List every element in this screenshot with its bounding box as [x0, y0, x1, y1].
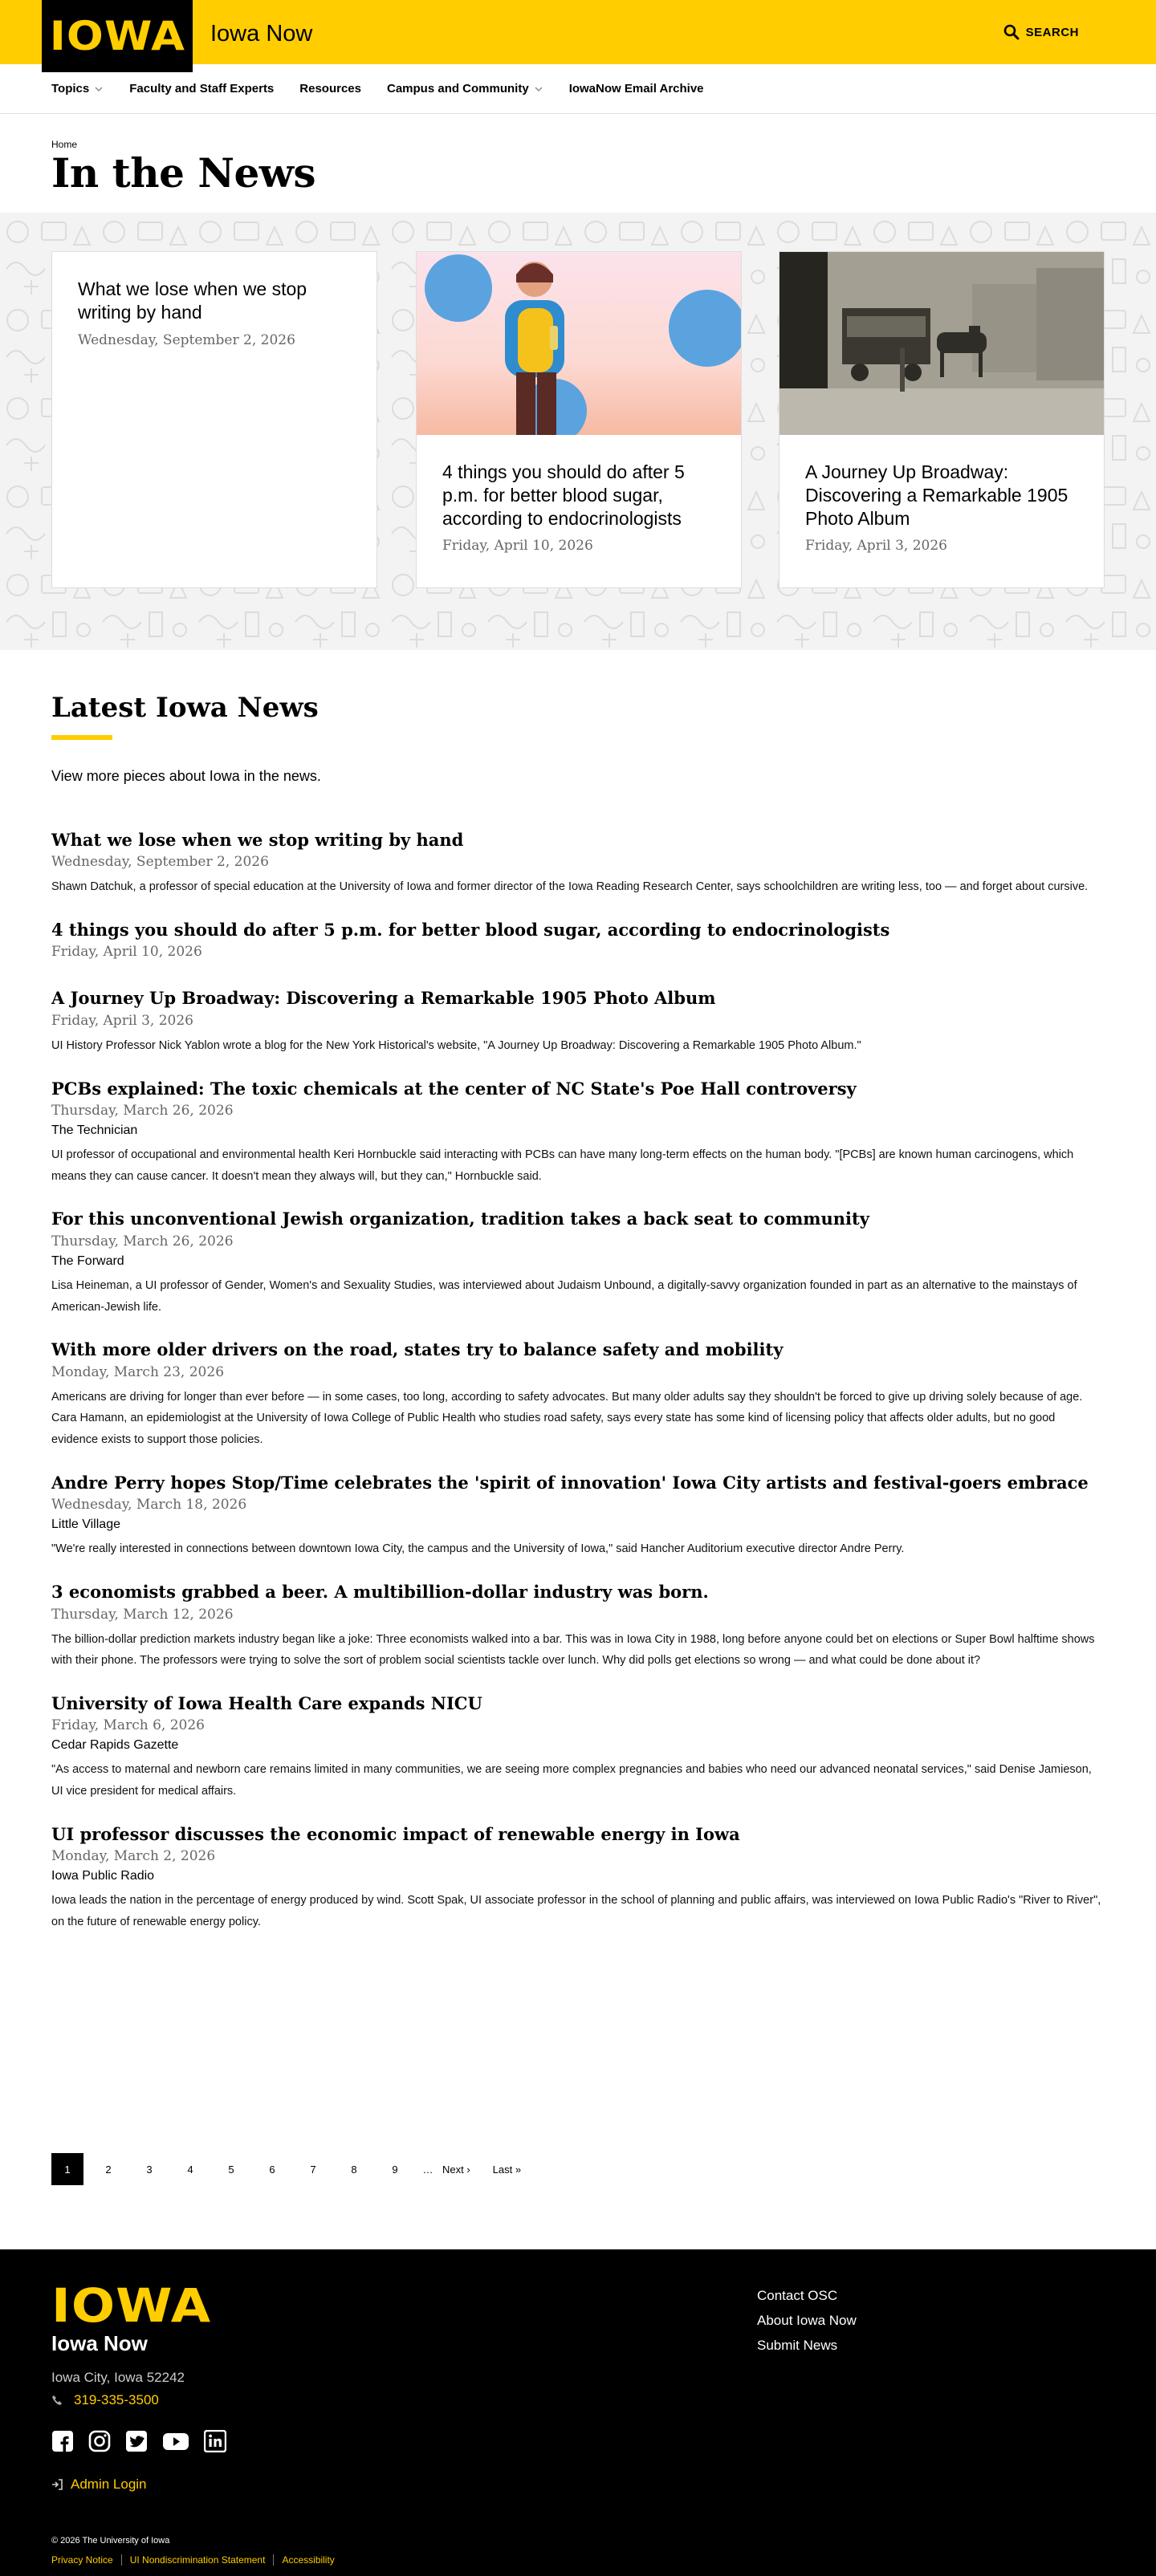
- privacy-notice-link[interactable]: Privacy Notice: [51, 2554, 113, 2566]
- article-title[interactable]: PCBs explained: The toxic chemicals at the center of NC State's Poe Hall controversy: [51, 1078, 857, 1099]
- article-summary: "We're really interested in connections between downtown Iowa City, the campus and the University of Iowa," said Hancher Auditorium executive director Andre Perry.: [51, 1542, 905, 1556]
- twitter-icon[interactable]: [125, 2430, 148, 2452]
- featured-card[interactable]: [416, 251, 742, 588]
- article-title[interactable]: A Journey Up Broadway: Discovering a Remarkable 1905 Photo Album: [51, 988, 716, 1009]
- submit-news-link[interactable]: Submit News: [757, 2338, 838, 2353]
- nav-label: Resources: [299, 82, 361, 95]
- contact-osc-link[interactable]: Contact OSC: [757, 2288, 838, 2303]
- article-date: Monday, March 23, 2026: [51, 1363, 225, 1380]
- article-title[interactable]: What we lose when we stop writing by hand: [51, 830, 464, 850]
- facebook-icon[interactable]: [51, 2430, 74, 2452]
- youtube-icon[interactable]: [162, 2430, 189, 2452]
- site-footer: [0, 2249, 1156, 2576]
- article-title[interactable]: For this unconventional Jewish organization, tradition takes a back seat to community: [51, 1209, 869, 1229]
- article-source: Little Village: [51, 1518, 120, 1532]
- instagram-icon[interactable]: [88, 2430, 111, 2452]
- article-source: The Technician: [51, 1123, 138, 1137]
- article-summary: UI professor of occupational and environmental health Keri Hornbuckle said interacting with PCBs can have many long-term effects on the human body. "[PCBs] are known human carcinogens, which means they can cause cancer. It doesn't mean they always will, but they can," Hornbuckle said.: [51, 1148, 1074, 1183]
- broadway-1905-photo[interactable]: [779, 252, 1104, 435]
- copyright: © 2026 The University of Iowa: [51, 2536, 170, 2546]
- latest-heading: Latest Iowa News: [51, 692, 319, 724]
- footer-site-name: Iowa Now: [51, 2331, 148, 2355]
- list-item: [51, 1692, 1105, 1802]
- article-source: Cedar Rapids Gazette: [51, 1738, 179, 1753]
- site-name[interactable]: Iowa Now: [210, 21, 313, 47]
- list-item: [51, 1581, 1105, 1672]
- featured-card[interactable]: [51, 251, 377, 588]
- article-title[interactable]: With more older drivers on the road, states try to balance safety and mobility: [51, 1339, 784, 1360]
- linkedin-icon[interactable]: [204, 2430, 226, 2452]
- article-source: Iowa Public Radio: [51, 1869, 155, 1883]
- article-title[interactable]: 3 economists grabbed a beer. A multibillion-dollar industry was born.: [51, 1582, 709, 1603]
- article-summary: Lisa Heineman, a UI professor of Gender, Women's and Sexuality Studies, was interviewed about Judaism Unbound, a digitally-savvy organization founded in part as an alternative to the mainstays of American-Jewish life.: [51, 1278, 1077, 1314]
- list-item: [51, 829, 1105, 898]
- nav-label: Campus and Community: [387, 82, 529, 95]
- latest-intro: View more pieces about Iowa in the news.: [51, 768, 321, 784]
- article-source: The Forward: [51, 1253, 124, 1268]
- pager-ellipsis: …: [422, 2163, 434, 2176]
- university-logo[interactable]: [42, 0, 193, 72]
- article-date: Thursday, March 26, 2026: [51, 1233, 234, 1249]
- search-button[interactable]: [1003, 24, 1079, 40]
- search-icon: [1003, 24, 1020, 40]
- featured-card-date: Friday, April 3, 2026: [805, 538, 947, 555]
- page-title: In the News: [51, 149, 316, 197]
- login-icon: [51, 2479, 63, 2490]
- article-date: Monday, March 2, 2026: [51, 1848, 216, 1865]
- page-1-button[interactable]: 1: [51, 2153, 83, 2185]
- chevron-down-icon: [534, 84, 543, 94]
- article-date: Friday, April 3, 2026: [51, 1012, 193, 1029]
- featured-card-title[interactable]: What we lose when we stop writing by hand: [78, 278, 307, 323]
- featured-card[interactable]: [779, 251, 1105, 588]
- chevron-down-icon: [94, 84, 104, 94]
- list-item: [51, 1339, 1105, 1451]
- article-date: Wednesday, March 18, 2026: [51, 1497, 247, 1514]
- heading-accent-bar: [51, 735, 112, 740]
- list-item: [51, 1078, 1105, 1188]
- page-3-button[interactable]: 3: [146, 2163, 153, 2176]
- article-summary: The billion-dollar prediction markets industry began like a joke: Three economists walked into a bar. This was in Iowa City in 1988, long before anyone could bet on elections or Super Bowl halftime shows with their phone. The professors were trying to solve the sort of problem social scientists tackle over lunch. Why did polls get elections so wrong — and what could be done about it?: [51, 1632, 1095, 1668]
- breadcrumb[interactable]: Home: [51, 139, 78, 150]
- featured-card-date: Wednesday, September 2, 2026: [78, 331, 295, 348]
- next-page-link[interactable]: Next ›: [442, 2163, 470, 2176]
- article-summary: UI History Professor Nick Yablon wrote a blog for the New York Historical's website, "A Journey Up Broadway: Discovering a Remarkable 1905 Photo Album.": [51, 1038, 861, 1052]
- list-item: [51, 1208, 1105, 1318]
- article-date: Wednesday, September 2, 2026: [51, 854, 269, 871]
- article-date: Thursday, March 12, 2026: [51, 1606, 234, 1623]
- legal-links: [51, 2554, 343, 2566]
- featured-card-date: Friday, April 10, 2026: [442, 538, 593, 555]
- nav-label: Topics: [51, 82, 90, 95]
- blood-sugar-photo[interactable]: [417, 252, 741, 435]
- article-list: [51, 829, 1105, 1954]
- admin-login-label: Admin Login: [71, 2476, 147, 2492]
- page-5-button[interactable]: 5: [228, 2163, 234, 2176]
- article-title[interactable]: Andre Perry hopes Stop/Time celebrates the 'spirit of innovation' Iowa City artists and festival-goers embrace: [51, 1473, 1089, 1493]
- list-item: [51, 1823, 1105, 1933]
- page-6-button[interactable]: 6: [269, 2163, 275, 2176]
- admin-login-link[interactable]: [51, 2476, 147, 2493]
- nav-topics[interactable]: [51, 82, 104, 95]
- article-date: Thursday, March 26, 2026: [51, 1102, 234, 1119]
- article-title[interactable]: 4 things you should do after 5 p.m. for better blood sugar, according to endocrinologists: [51, 920, 890, 941]
- search-label: SEARCH: [1025, 25, 1079, 39]
- page-2-button[interactable]: 2: [105, 2163, 112, 2176]
- logo-text: IOWA: [49, 13, 185, 59]
- page-4-button[interactable]: 4: [187, 2163, 193, 2176]
- social-links: [51, 2430, 226, 2452]
- footer-address: Iowa City, Iowa 52242: [51, 2370, 185, 2385]
- article-date: Friday, March 6, 2026: [51, 1717, 205, 1734]
- article-summary: Shawn Datchuk, a professor of special education at the University of Iowa and former director of the Iowa Reading Research Center, says schoolchildren are writing less, too — and forget about cursive.: [51, 880, 1089, 894]
- nav-label: Faculty and Staff Experts: [129, 82, 275, 95]
- page-8-button[interactable]: 8: [351, 2163, 357, 2176]
- featured-card-title[interactable]: A Journey Up Broadway: Discovering a Remarkable 1905 Photo Album: [805, 461, 1068, 529]
- footer-links: [757, 2283, 857, 2358]
- article-summary: Americans are driving for longer than ever before — in some cases, too long, according to safety advocates. But many older adults say they shouldn't be forced to give up driving solely because of age. Cara Hamann, an epidemiologist at the University of Iowa College of Public Health who studies road safety, says every state has some kind of licensing policy that affects older adults, but no good evidence exists to support those policies.: [51, 1390, 1083, 1447]
- pagination: [51, 2153, 543, 2185]
- site-header: [0, 0, 1156, 64]
- list-item: [51, 919, 1105, 960]
- list-item: [51, 987, 1105, 1056]
- nav-email-archive[interactable]: [569, 82, 704, 95]
- last-page-link[interactable]: Last »: [492, 2163, 522, 2176]
- featured-card-title[interactable]: 4 things you should do after 5 p.m. for better blood sugar, according to endocrinologists: [442, 461, 685, 529]
- article-title[interactable]: University of Iowa Health Care expands NICU: [51, 1693, 482, 1714]
- nav-label: IowaNow Email Archive: [568, 82, 704, 95]
- article-title[interactable]: UI professor discusses the economic impact of renewable energy in Iowa: [51, 1824, 740, 1845]
- accessibility-link[interactable]: Accessibility: [273, 2554, 342, 2566]
- article-date: Friday, April 10, 2026: [51, 944, 202, 961]
- list-item: [51, 1472, 1105, 1560]
- page-7-button[interactable]: 7: [310, 2163, 316, 2176]
- article-summary: Iowa leads the nation in the percentage of energy produced by wind. Scott Spak, UI associate professor in the school of planning and public affairs, was interviewed on Iowa Public Radio's "River to River", on the future of renewable energy policy.: [51, 1894, 1101, 1929]
- phone-number: 319-335-3500: [74, 2392, 159, 2407]
- article-summary: "As access to maternal and newborn care remains limited in many communities, we are seeing more complex pregnancies and babies who need our advanced neonatal services," said Denise Jamieson, UI vice president for medical affairs.: [51, 1763, 1092, 1798]
- nondiscrimination-link[interactable]: UI Nondiscrimination Statement: [121, 2554, 274, 2566]
- about-iowa-now-link[interactable]: About Iowa Now: [757, 2313, 857, 2328]
- nav-faculty-experts[interactable]: [129, 82, 274, 95]
- phone-icon: [51, 2395, 63, 2406]
- nav-resources[interactable]: [299, 82, 361, 95]
- footer-logo[interactable]: IOWA: [51, 2278, 212, 2333]
- nav-campus-community[interactable]: [387, 82, 543, 95]
- page-9-button[interactable]: 9: [392, 2163, 398, 2176]
- footer-phone[interactable]: [51, 2392, 159, 2408]
